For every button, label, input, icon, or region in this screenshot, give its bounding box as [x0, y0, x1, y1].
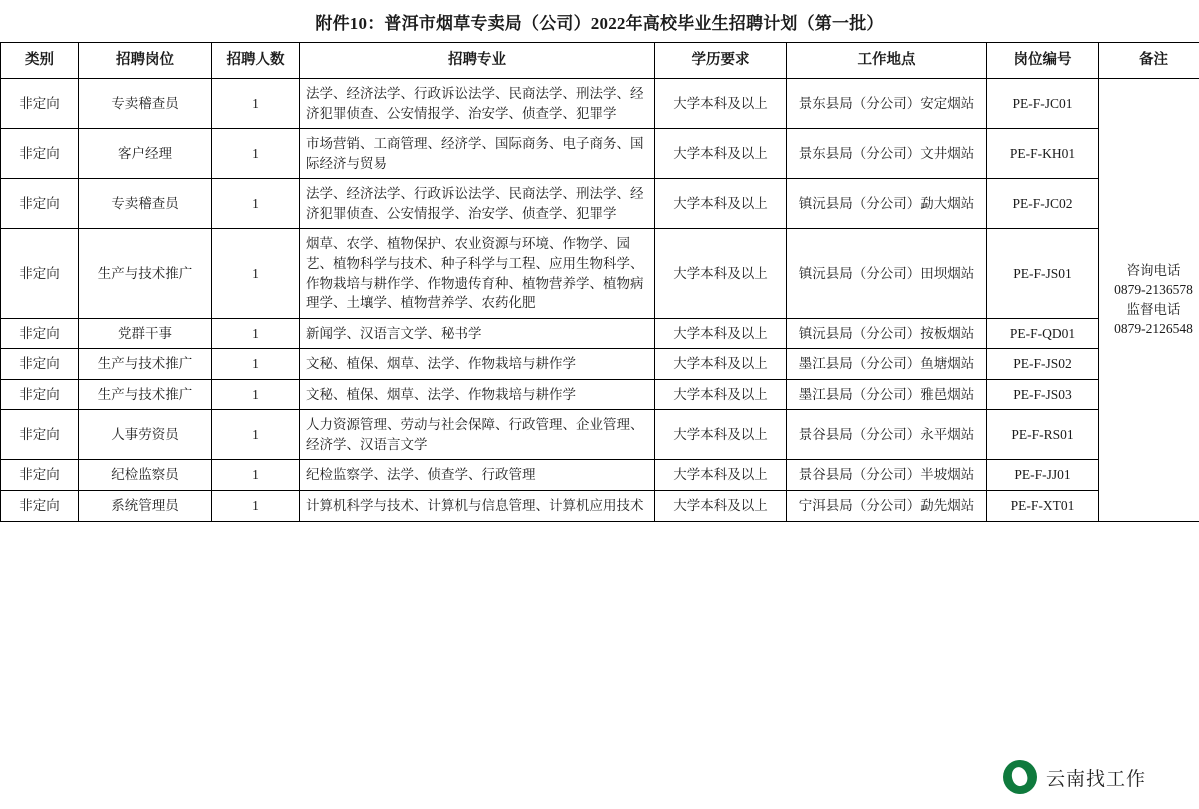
cell-count: 1 [212, 179, 300, 229]
cell-category: 非定向 [1, 460, 79, 491]
cell-location: 宁洱县局（分公司）勐先烟站 [787, 491, 987, 522]
cell-code: PE-F-QD01 [987, 318, 1099, 349]
cell-code: PE-F-KH01 [987, 129, 1099, 179]
cell-post: 人事劳资员 [79, 410, 212, 460]
cell-post: 客户经理 [79, 129, 212, 179]
cell-education: 大学本科及以上 [655, 179, 787, 229]
table-row [1, 129, 1199, 179]
cell-major: 法学、经济法学、行政诉讼法学、民商法学、刑法学、经济犯罪侦查、公安情报学、治安学、侦查学、犯罪学 [300, 179, 655, 229]
cell-code: PE-F-RS01 [987, 410, 1099, 460]
header-education: 学历要求 [655, 43, 787, 79]
cell-count: 1 [212, 379, 300, 410]
recruitment-table [0, 42, 1199, 522]
cell-education: 大学本科及以上 [655, 379, 787, 410]
cell-location: 镇沅县局（分公司）田坝烟站 [787, 229, 987, 318]
cell-category: 非定向 [1, 349, 79, 380]
remark-consult-label: 咨询电话 [1126, 262, 1181, 278]
table-row [1, 379, 1199, 410]
cell-location: 景谷县局（分公司）永平烟站 [787, 410, 987, 460]
cell-post: 纪检监察员 [79, 460, 212, 491]
cell-education: 大学本科及以上 [655, 410, 787, 460]
cell-count: 1 [212, 491, 300, 522]
cell-count: 1 [212, 410, 300, 460]
cell-major: 烟草、农学、植物保护、农业资源与环境、作物学、园艺、植物科学与技术、种子科学与工程、应用生物科学、作物栽培与耕作学、作物遗传育种、植物营养学、植物病理学、土壤学、植物营养学、农药化肥 [300, 229, 655, 318]
cell-education: 大学本科及以上 [655, 229, 787, 318]
cell-post: 生产与技术推广 [79, 379, 212, 410]
cell-category: 非定向 [1, 229, 79, 318]
cell-category: 非定向 [1, 491, 79, 522]
header-count: 招聘人数 [212, 43, 300, 79]
cell-education: 大学本科及以上 [655, 460, 787, 491]
cell-location: 景谷县局（分公司）半坡烟站 [787, 460, 987, 491]
cell-count: 1 [212, 129, 300, 179]
cell-count: 1 [212, 79, 300, 129]
cell-code: PE-F-JS01 [987, 229, 1099, 318]
cell-major: 人力资源管理、劳动与社会保障、行政管理、企业管理、经济学、汉语言文学 [300, 410, 655, 460]
cell-code: PE-F-XT01 [987, 491, 1099, 522]
header-code: 岗位编号 [987, 43, 1099, 79]
cell-code: PE-F-JS02 [987, 349, 1099, 380]
remark-consult-phone: 0879-2136578 [1114, 282, 1193, 298]
remark-supervise-label: 监督电话 [1126, 301, 1181, 317]
cell-category: 非定向 [1, 379, 79, 410]
cell-post: 系统管理员 [79, 491, 212, 522]
header-remark: 备注 [1099, 43, 1199, 79]
cell-category: 非定向 [1, 179, 79, 229]
cell-count: 1 [212, 349, 300, 380]
table-header-row [1, 43, 1199, 79]
remark-supervise-phone: 0879-2126548 [1114, 321, 1193, 337]
cell-location: 镇沅县局（分公司）按板烟站 [787, 318, 987, 349]
table-row [1, 179, 1199, 229]
cell-location: 墨江县局（分公司）鱼塘烟站 [787, 349, 987, 380]
cell-major: 纪检监察学、法学、侦查学、行政管理 [300, 460, 655, 491]
table-row [1, 460, 1199, 491]
cell-count: 1 [212, 460, 300, 491]
cell-category: 非定向 [1, 129, 79, 179]
table-row [1, 79, 1199, 129]
table-row [1, 349, 1199, 380]
header-category: 类别 [1, 43, 79, 79]
cell-post: 生产与技术推广 [79, 229, 212, 318]
cell-major: 新闻学、汉语言文学、秘书学 [300, 318, 655, 349]
cell-major: 法学、经济法学、行政诉讼法学、民商法学、刑法学、经济犯罪侦查、公安情报学、治安学、侦查学、犯罪学 [300, 79, 655, 129]
cell-category: 非定向 [1, 79, 79, 129]
header-post: 招聘岗位 [79, 43, 212, 79]
cell-post: 生产与技术推广 [79, 349, 212, 380]
cell-remark [1099, 79, 1199, 522]
cell-education: 大学本科及以上 [655, 129, 787, 179]
cell-major: 文秘、植保、烟草、法学、作物栽培与耕作学 [300, 349, 655, 380]
cell-code: PE-F-JJ01 [987, 460, 1099, 491]
cell-location: 墨江县局（分公司）雅邑烟站 [787, 379, 987, 410]
cell-education: 大学本科及以上 [655, 491, 787, 522]
table-row [1, 491, 1199, 522]
cell-education: 大学本科及以上 [655, 79, 787, 129]
cell-location: 镇沅县局（分公司）勐大烟站 [787, 179, 987, 229]
table-row [1, 318, 1199, 349]
cell-location: 景东县局（分公司）安定烟站 [787, 79, 987, 129]
cell-post: 专卖稽查员 [79, 79, 212, 129]
cell-code: PE-F-JS03 [987, 379, 1099, 410]
cell-category: 非定向 [1, 318, 79, 349]
table-row [1, 410, 1199, 460]
watermark-badge [995, 753, 1191, 801]
cell-education: 大学本科及以上 [655, 349, 787, 380]
cell-count: 1 [212, 318, 300, 349]
cell-major: 文秘、植保、烟草、法学、作物栽培与耕作学 [300, 379, 655, 410]
cell-education: 大学本科及以上 [655, 318, 787, 349]
cell-code: PE-F-JC02 [987, 179, 1099, 229]
leaf-logo-icon [1003, 760, 1037, 794]
header-location: 工作地点 [787, 43, 987, 79]
table-row [1, 229, 1199, 318]
cell-major: 计算机科学与技术、计算机与信息管理、计算机应用技术 [300, 491, 655, 522]
cell-code: PE-F-JC01 [987, 79, 1099, 129]
page-title: 附件10：普洱市烟草专卖局（公司）2022年高校毕业生招聘计划（第一批） [315, 14, 884, 33]
cell-post: 党群干事 [79, 318, 212, 349]
cell-major: 市场营销、工商管理、经济学、国际商务、电子商务、国际经济与贸易 [300, 129, 655, 179]
cell-location: 景东县局（分公司）文井烟站 [787, 129, 987, 179]
header-major: 招聘专业 [300, 43, 655, 79]
cell-category: 非定向 [1, 410, 79, 460]
cell-count: 1 [212, 229, 300, 318]
watermark-label: 云南找工作 [1046, 768, 1147, 790]
cell-post: 专卖稽查员 [79, 179, 212, 229]
